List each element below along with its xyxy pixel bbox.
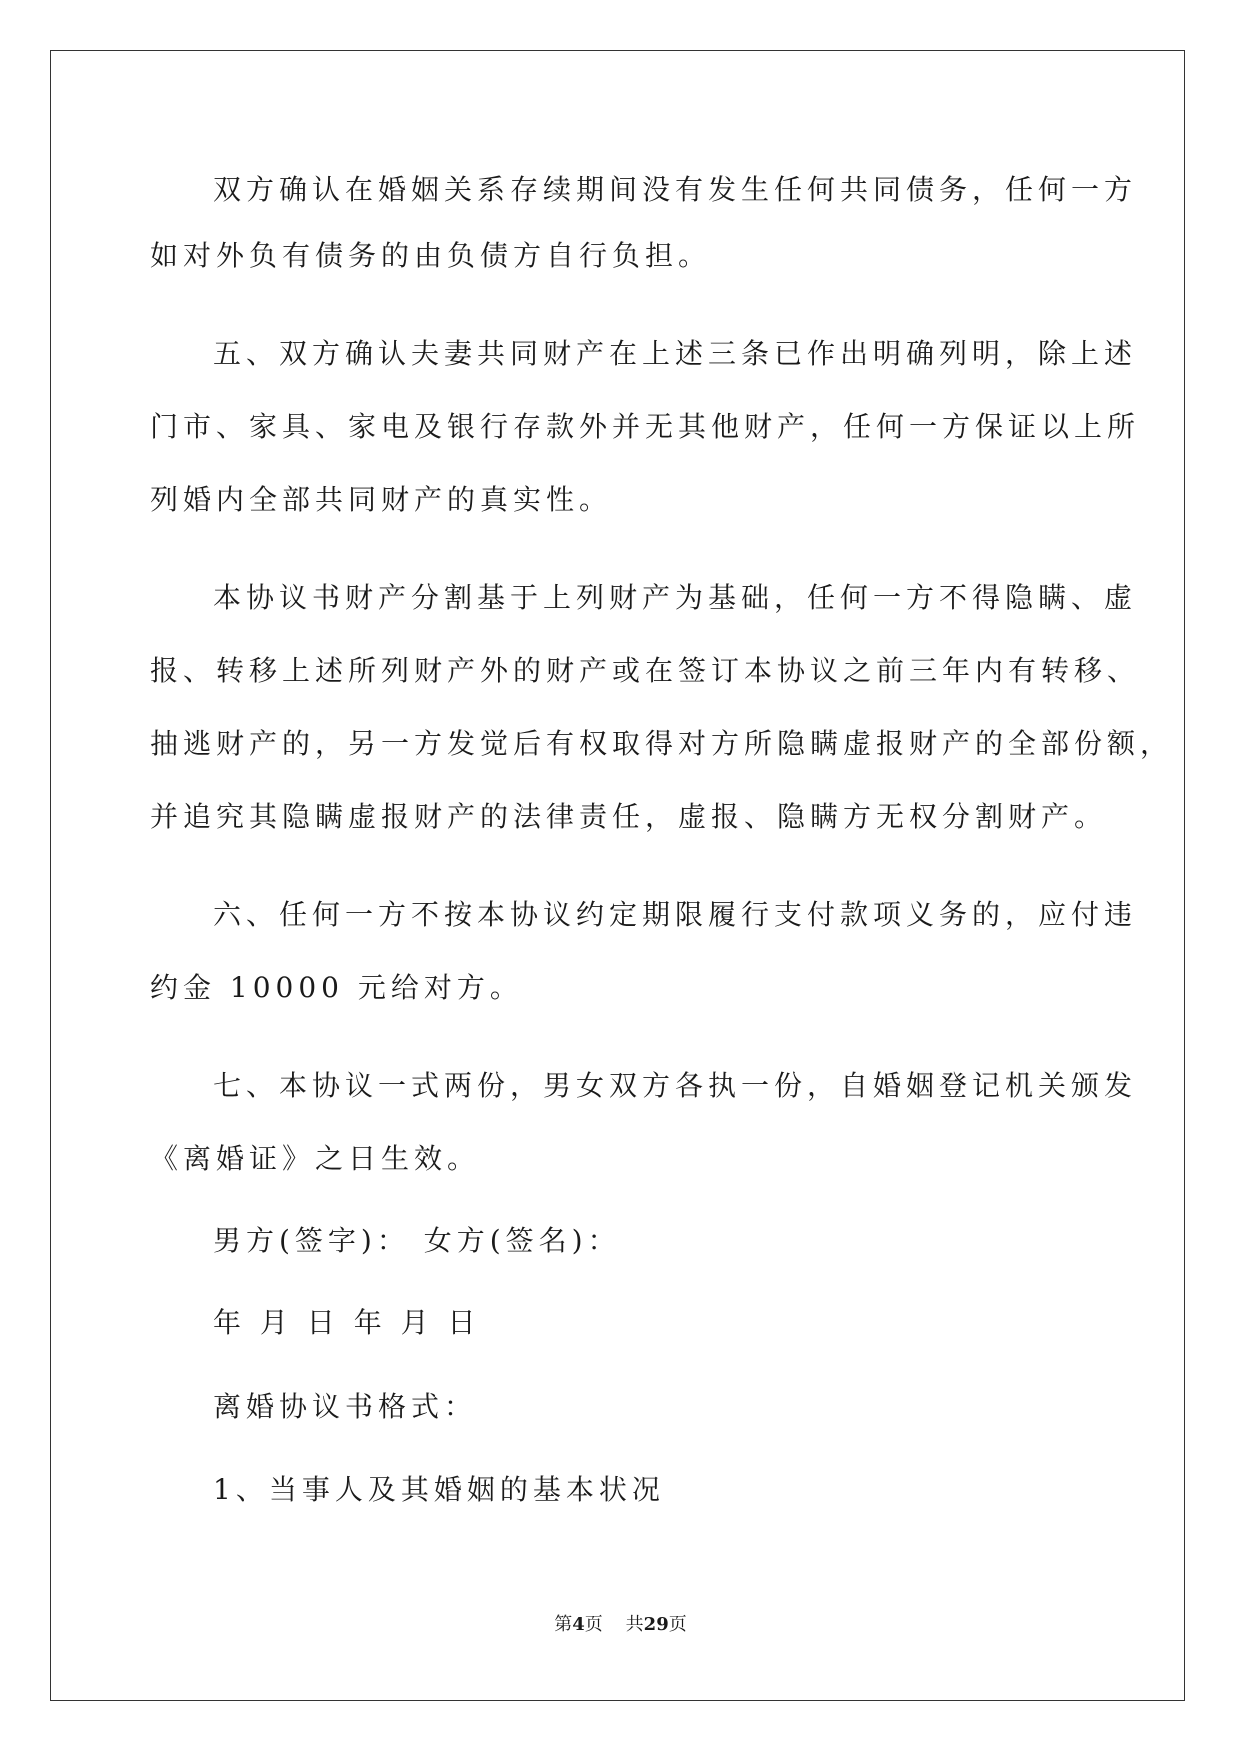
format-heading: 离婚协议书格式： [213,1390,478,1423]
body-line-13: 《离婚证》之日生效。 [150,1142,481,1175]
body-line-4: 门市、家具、家电及银行存款外并无其他财产，任何一方保证以上所 [150,410,1141,443]
body-line-7: 报、转移上述所列财产外的财产或在签订本协议之前三年内有转移、 [150,654,1141,687]
body-line-9: 并追究其隐瞒虚报财产的法律责任，虚报、隐瞒方无权分割财产。 [150,800,1108,833]
footer-middle: 页 共 [584,1614,644,1635]
footer-suffix: 页 [668,1614,687,1635]
body-line-3: 五、双方确认夫妻共同财产在上述三条已作出明确列明，除上述 [213,337,1138,370]
signature-line: 男方(签字)： 女方(签名)： [213,1224,621,1257]
format-item-1: 1、当事人及其婚姻的基本状况 [213,1473,665,1506]
body-line-2: 如对外负有债务的由负债方自行负担。 [150,239,712,272]
body-line-11: 约金 10000 元给对方。 [150,971,523,1004]
body-line-1: 双方确认在婚姻关系存续期间没有发生任何共同债务，任何一方 [213,173,1138,206]
footer-current-page: 4 [572,1614,585,1635]
body-line-10: 六、任何一方不按本协议约定期限履行支付款项义务的，应付违 [213,898,1138,931]
body-line-6: 本协议书财产分割基于上列财产为基础，任何一方不得隐瞒、虚 [213,581,1138,614]
footer-total-pages: 29 [643,1614,669,1635]
body-line-5: 列婚内全部共同财产的真实性。 [150,483,613,516]
page-border [50,50,1185,1701]
body-line-8: 抽逃财产的，另一方发觉后有权取得对方所隐瞒虚报财产的全部份额， [150,727,1174,760]
footer-prefix: 第 [554,1614,573,1635]
body-line-12: 七、本协议一式两份，男女双方各执一份，自婚姻登记机关颁发 [213,1069,1138,1102]
date-line: 年 月 日 年 月 日 [213,1306,481,1339]
page-footer [0,1610,1241,1636]
